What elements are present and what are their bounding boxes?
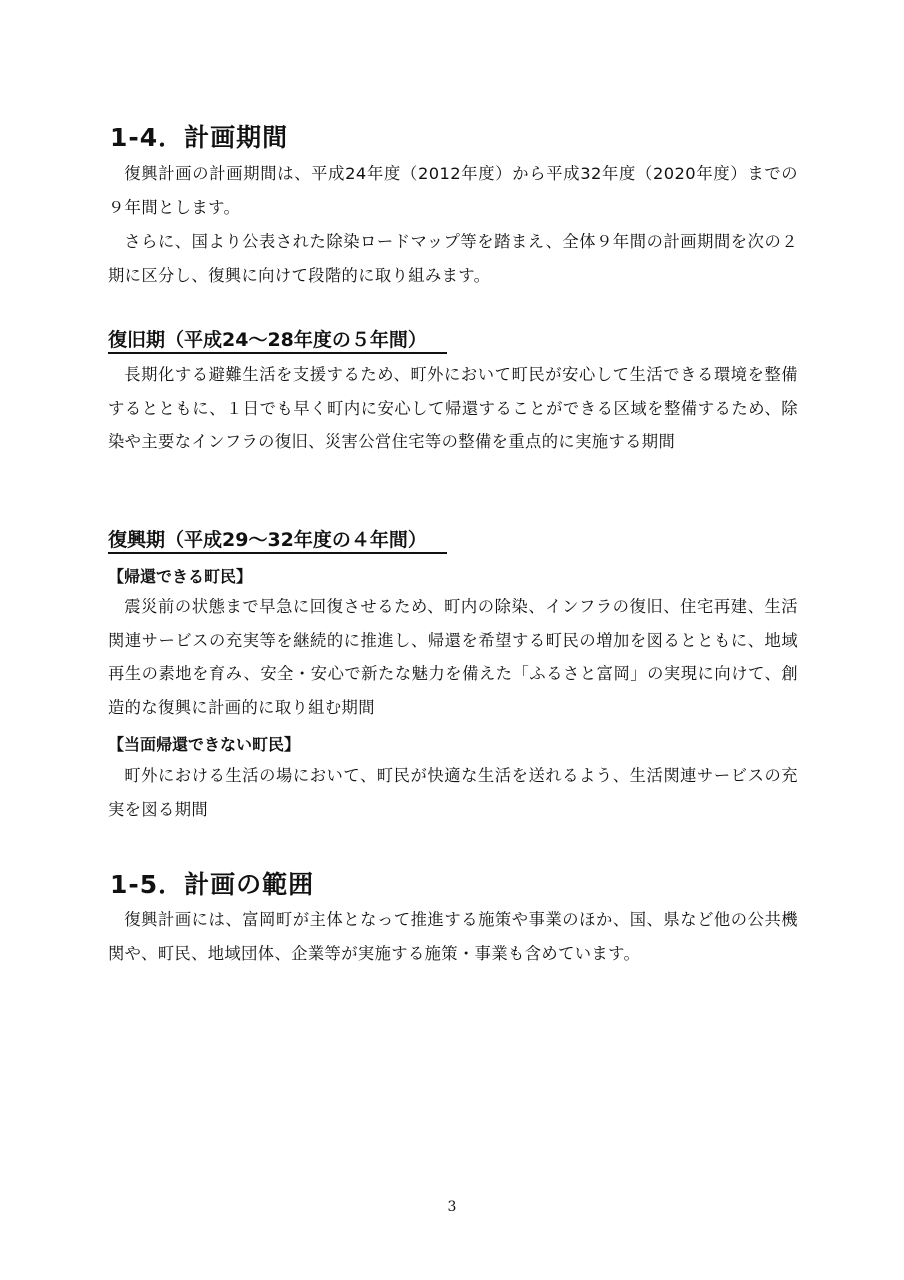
returning-residents-label: 【帰還できる町民】: [108, 567, 253, 586]
reconstruction-period-heading: 復興期（平成29～32年度の４年間）: [108, 528, 447, 554]
returning-residents-paragraph: 震災前の状態まで早急に回復させるため、町内の除染、インフラの復旧、住宅再建、生活関連サービスの充実等を継続的に推進し、帰還を希望する町民の増加を図るとともに、地域再生の素地を育み、安全・安心で新たな魅力を備えた「ふるさと富岡」の実現に向けて、創造的な復興に計画的に取り組む期間: [108, 597, 798, 717]
plan-scope-paragraph: 復興計画には、富岡町が主体となって推進する施策や事業のほか、国、県など他の公共機関や、町民、地域団体、企業等が実施する施策・事業も含めています。: [108, 910, 798, 963]
page-number: 3: [447, 1199, 457, 1215]
plan-period-paragraph: 復興計画の計画期間は、平成24年度（2012年度）から平成32年度（2020年度）までの９年間とします。: [108, 164, 798, 217]
plan-division-paragraph: さらに、国より公表された除染ロードマップ等を踏まえ、全体９年間の計画期間を次の２期に区分し、復興に向けて段階的に取り組みます。: [108, 232, 798, 285]
non-returning-residents-paragraph: 町外における生活の場において、町民が快適な生活を送れるよう、生活関連サービスの充実を図る期間: [108, 766, 798, 819]
recovery-period-paragraph: 長期化する避難生活を支援するため、町外において町民が安心して生活できる環境を整備するとともに、１日でも早く町内に安心して帰還することができる区域を整備するため、除染や主要なインフラの復旧、災害公営住宅等の整備を重点的に実施する期間: [108, 365, 798, 451]
section-heading-1-4: 1-4．計画期間: [110, 123, 289, 152]
non-returning-residents-label: 【当面帰還できない町民】: [108, 735, 301, 754]
recovery-period-heading: 復旧期（平成24～28年度の５年間）: [108, 328, 447, 354]
section-heading-1-5: 1-5．計画の範囲: [110, 870, 315, 899]
